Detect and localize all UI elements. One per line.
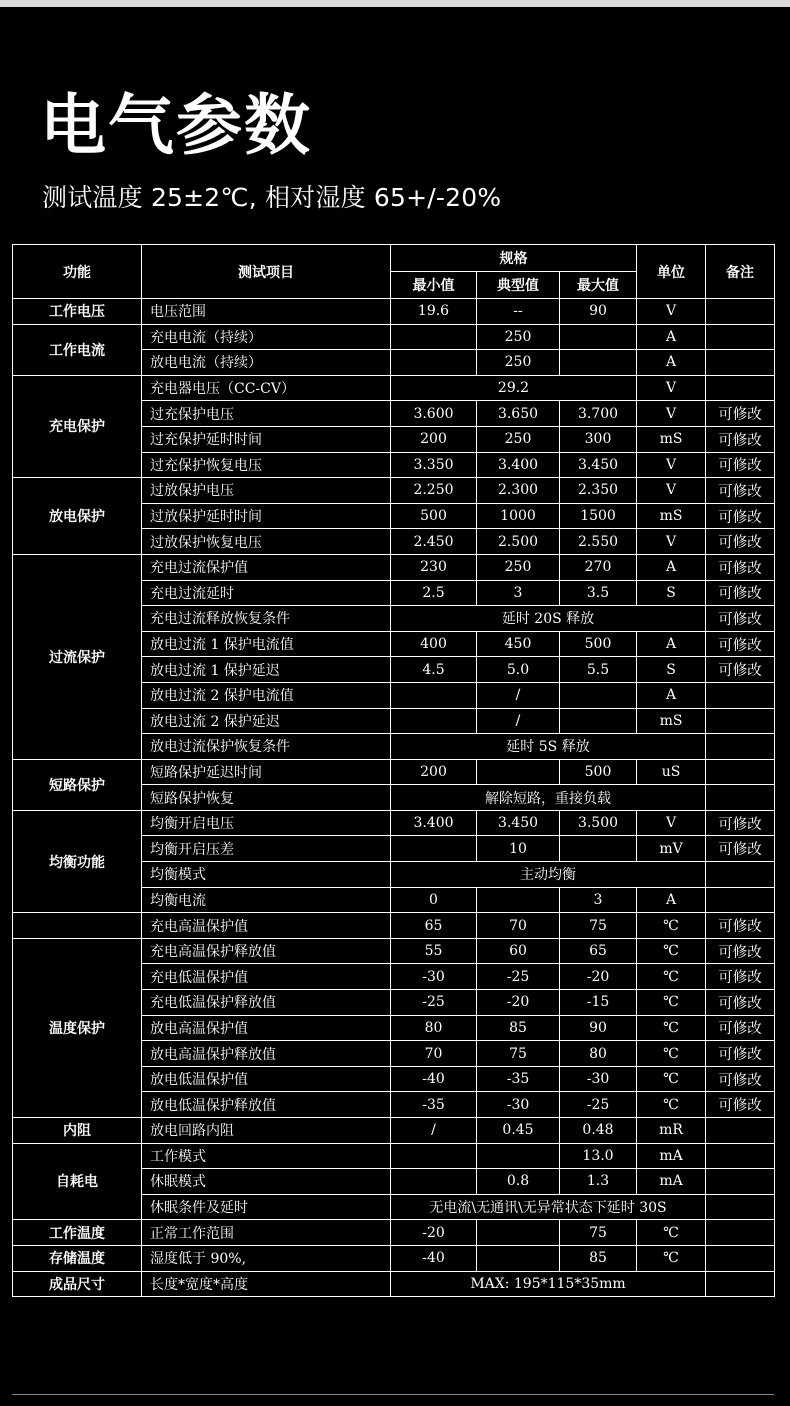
unit-cell: ℃ xyxy=(637,1220,706,1246)
min-cell xyxy=(391,708,477,734)
typ-cell: 75 xyxy=(477,1041,560,1067)
min-cell: 3.600 xyxy=(391,401,477,427)
max-cell: 3.700 xyxy=(560,401,637,427)
note-cell xyxy=(706,708,775,734)
unit-cell: mS xyxy=(637,426,706,452)
min-cell: -30 xyxy=(391,964,477,990)
note-cell xyxy=(706,1271,775,1297)
min-cell: -20 xyxy=(391,1220,477,1246)
merged-value-cell: 解除短路，重接负载 xyxy=(391,785,706,811)
typ-cell: -20 xyxy=(477,990,560,1016)
typ-cell: 250 xyxy=(477,426,560,452)
table-row xyxy=(13,810,775,836)
unit-cell: A xyxy=(637,631,706,657)
note-cell xyxy=(706,1220,775,1246)
max-cell: 2.350 xyxy=(560,478,637,504)
unit-cell: mS xyxy=(637,503,706,529)
table-row xyxy=(13,1245,775,1271)
unit-cell: mA xyxy=(637,1169,706,1195)
item-cell: 充电过流释放恢复条件 xyxy=(142,606,391,632)
max-cell xyxy=(560,708,637,734)
unit-cell: mR xyxy=(637,1118,706,1144)
header-note: 备注 xyxy=(706,245,775,299)
unit-cell: mV xyxy=(637,836,706,862)
typ-cell: -- xyxy=(477,299,560,325)
min-cell: 2.450 xyxy=(391,529,477,555)
min-cell: -25 xyxy=(391,990,477,1016)
typ-cell xyxy=(477,1220,560,1246)
note-cell xyxy=(706,1169,775,1195)
max-cell: 270 xyxy=(560,554,637,580)
note-cell xyxy=(706,350,775,376)
min-cell: 4.5 xyxy=(391,657,477,683)
note-cell xyxy=(706,375,775,401)
min-cell: 3.400 xyxy=(391,810,477,836)
header-spec: 规格 xyxy=(391,245,637,272)
table-row xyxy=(13,299,775,325)
typ-cell xyxy=(477,1143,560,1169)
typ-cell xyxy=(477,1245,560,1271)
item-cell: 放电高温保护释放值 xyxy=(142,1041,391,1067)
merged-value-cell: 29.2 xyxy=(391,375,637,401)
category-cell: 成品尺寸 xyxy=(13,1271,142,1297)
category-cell: 内阻 xyxy=(13,1118,142,1144)
min-cell: -40 xyxy=(391,1245,477,1271)
item-cell: 充电过流保护值 xyxy=(142,554,391,580)
min-cell: 400 xyxy=(391,631,477,657)
min-cell: 2.5 xyxy=(391,580,477,606)
item-cell: 工作模式 xyxy=(142,1143,391,1169)
table-row xyxy=(13,478,775,504)
min-cell: 70 xyxy=(391,1041,477,1067)
note-cell xyxy=(706,1194,775,1220)
typ-cell: 450 xyxy=(477,631,560,657)
typ-cell: 3.650 xyxy=(477,401,560,427)
max-cell xyxy=(560,350,637,376)
min-cell: 0 xyxy=(391,887,477,913)
note-cell: 可修改 xyxy=(706,426,775,452)
typ-cell: 250 xyxy=(477,350,560,376)
merged-value-cell: 主动均衡 xyxy=(391,862,706,888)
table-body xyxy=(13,299,775,1297)
min-cell: 19.6 xyxy=(391,299,477,325)
min-cell xyxy=(391,836,477,862)
typ-cell: 10 xyxy=(477,836,560,862)
max-cell: 75 xyxy=(560,1220,637,1246)
header-min: 最小值 xyxy=(391,272,477,299)
typ-cell: 2.300 xyxy=(477,478,560,504)
unit-cell: uS xyxy=(637,759,706,785)
max-cell: 1500 xyxy=(560,503,637,529)
min-cell: 3.350 xyxy=(391,452,477,478)
max-cell: 3 xyxy=(560,887,637,913)
max-cell: 300 xyxy=(560,426,637,452)
typ-cell: 0.45 xyxy=(477,1118,560,1144)
item-cell: 过充保护延时时间 xyxy=(142,426,391,452)
category-cell: 短路保护 xyxy=(13,759,142,810)
unit-cell: S xyxy=(637,657,706,683)
item-cell: 充电低温保护释放值 xyxy=(142,990,391,1016)
merged-value-cell: 延时 5S 释放 xyxy=(391,734,706,760)
note-cell: 可修改 xyxy=(706,606,775,632)
item-cell: 电压范围 xyxy=(142,299,391,325)
note-cell: 可修改 xyxy=(706,990,775,1016)
category-cell: 工作温度 xyxy=(13,1220,142,1246)
max-cell: -25 xyxy=(560,1092,637,1118)
min-cell: -35 xyxy=(391,1092,477,1118)
table-row xyxy=(13,324,775,350)
note-cell: 可修改 xyxy=(706,554,775,580)
max-cell: 65 xyxy=(560,938,637,964)
note-cell: 可修改 xyxy=(706,1066,775,1092)
max-cell: -20 xyxy=(560,964,637,990)
min-cell xyxy=(391,350,477,376)
item-cell: 充电高温保护值 xyxy=(142,913,391,939)
min-cell: 65 xyxy=(391,913,477,939)
item-cell: 长度*宽度*高度 xyxy=(142,1271,391,1297)
typ-cell: / xyxy=(477,682,560,708)
max-cell: 2.550 xyxy=(560,529,637,555)
item-cell: 充电器电压（CC-CV） xyxy=(142,375,391,401)
item-cell: 放电电流（持续） xyxy=(142,350,391,376)
unit-cell: ℃ xyxy=(637,1015,706,1041)
unit-cell: ℃ xyxy=(637,913,706,939)
min-cell: 2.250 xyxy=(391,478,477,504)
max-cell xyxy=(560,324,637,350)
table-row xyxy=(13,1220,775,1246)
unit-cell: mA xyxy=(637,1143,706,1169)
max-cell xyxy=(560,836,637,862)
table-row xyxy=(13,938,775,964)
table-row xyxy=(13,375,775,401)
header-function: 功能 xyxy=(13,245,142,299)
table-row xyxy=(13,1118,775,1144)
header-typ: 典型值 xyxy=(477,272,560,299)
typ-cell: / xyxy=(477,708,560,734)
unit-cell: S xyxy=(637,580,706,606)
min-cell xyxy=(391,1143,477,1169)
note-cell xyxy=(706,1143,775,1169)
note-cell: 可修改 xyxy=(706,1041,775,1067)
note-cell xyxy=(706,887,775,913)
unit-cell: V xyxy=(637,810,706,836)
min-cell: -40 xyxy=(391,1066,477,1092)
typ-cell: 70 xyxy=(477,913,560,939)
max-cell: 3.500 xyxy=(560,810,637,836)
item-cell: 均衡电流 xyxy=(142,887,391,913)
unit-cell: ℃ xyxy=(637,1041,706,1067)
min-cell: 500 xyxy=(391,503,477,529)
typ-cell: 250 xyxy=(477,554,560,580)
note-cell: 可修改 xyxy=(706,452,775,478)
min-cell: 200 xyxy=(391,759,477,785)
category-cell: 均衡功能 xyxy=(13,810,142,912)
item-cell: 休眠模式 xyxy=(142,1169,391,1195)
note-cell: 可修改 xyxy=(706,1092,775,1118)
max-cell: 13.0 xyxy=(560,1143,637,1169)
max-cell: 3.5 xyxy=(560,580,637,606)
item-cell: 均衡开启压差 xyxy=(142,836,391,862)
unit-cell: V xyxy=(637,452,706,478)
item-cell: 休眠条件及延时 xyxy=(142,1194,391,1220)
note-cell: 可修改 xyxy=(706,1015,775,1041)
item-cell: 过放保护电压 xyxy=(142,478,391,504)
item-cell: 湿度低于 90%, xyxy=(142,1245,391,1271)
category-cell xyxy=(13,913,142,939)
note-cell: 可修改 xyxy=(706,478,775,504)
max-cell: 500 xyxy=(560,759,637,785)
item-cell: 过充保护恢复电压 xyxy=(142,452,391,478)
unit-cell: ℃ xyxy=(637,938,706,964)
typ-cell: -25 xyxy=(477,964,560,990)
item-cell: 放电低温保护释放值 xyxy=(142,1092,391,1118)
note-cell xyxy=(706,299,775,325)
item-cell: 短路保护恢复 xyxy=(142,785,391,811)
category-cell: 存储温度 xyxy=(13,1245,142,1271)
note-cell xyxy=(706,1118,775,1144)
unit-cell: ℃ xyxy=(637,1245,706,1271)
note-cell: 可修改 xyxy=(706,529,775,555)
typ-cell: -30 xyxy=(477,1092,560,1118)
typ-cell: 0.8 xyxy=(477,1169,560,1195)
item-cell: 正常工作范围 xyxy=(142,1220,391,1246)
min-cell xyxy=(391,1169,477,1195)
unit-cell: V xyxy=(637,529,706,555)
item-cell: 放电过流 2 保护电流值 xyxy=(142,682,391,708)
item-cell: 放电回路内阻 xyxy=(142,1118,391,1144)
max-cell: 90 xyxy=(560,1015,637,1041)
note-cell xyxy=(706,734,775,760)
unit-cell: ℃ xyxy=(637,1066,706,1092)
note-cell xyxy=(706,785,775,811)
note-cell: 可修改 xyxy=(706,810,775,836)
note-cell xyxy=(706,682,775,708)
note-cell: 可修改 xyxy=(706,938,775,964)
typ-cell: -35 xyxy=(477,1066,560,1092)
top-bar xyxy=(0,0,790,7)
min-cell: 80 xyxy=(391,1015,477,1041)
item-cell: 放电过流 2 保护延迟 xyxy=(142,708,391,734)
table-row xyxy=(13,759,775,785)
max-cell: 1.3 xyxy=(560,1169,637,1195)
max-cell: 80 xyxy=(560,1041,637,1067)
unit-cell: mS xyxy=(637,708,706,734)
typ-cell: 5.0 xyxy=(477,657,560,683)
max-cell: -15 xyxy=(560,990,637,1016)
header-max: 最大值 xyxy=(560,272,637,299)
note-cell: 可修改 xyxy=(706,657,775,683)
item-cell: 充电电流（持续） xyxy=(142,324,391,350)
max-cell: 90 xyxy=(560,299,637,325)
header-row-1 xyxy=(13,245,775,272)
merged-value-cell: MAX: 195*115*35mm xyxy=(391,1271,706,1297)
min-cell: 55 xyxy=(391,938,477,964)
item-cell: 过放保护恢复电压 xyxy=(142,529,391,555)
item-cell: 充电过流延时 xyxy=(142,580,391,606)
unit-cell: A xyxy=(637,554,706,580)
typ-cell: 1000 xyxy=(477,503,560,529)
item-cell: 充电高温保护释放值 xyxy=(142,938,391,964)
category-cell: 放电保护 xyxy=(13,478,142,555)
max-cell: 3.450 xyxy=(560,452,637,478)
note-cell xyxy=(706,862,775,888)
note-cell xyxy=(706,759,775,785)
typ-cell: 250 xyxy=(477,324,560,350)
note-cell xyxy=(706,1245,775,1271)
merged-value-cell: 无电流\无通讯\无异常状态下延时 30S xyxy=(391,1194,706,1220)
note-cell: 可修改 xyxy=(706,964,775,990)
table-row xyxy=(13,554,775,580)
table-row xyxy=(13,1143,775,1169)
item-cell: 放电过流 1 保护延迟 xyxy=(142,657,391,683)
min-cell: 200 xyxy=(391,426,477,452)
item-cell: 均衡开启电压 xyxy=(142,810,391,836)
min-cell xyxy=(391,682,477,708)
unit-cell: ℃ xyxy=(637,1092,706,1118)
max-cell: 500 xyxy=(560,631,637,657)
unit-cell: V xyxy=(637,401,706,427)
unit-cell: V xyxy=(637,375,706,401)
typ-cell: 60 xyxy=(477,938,560,964)
category-cell: 温度保护 xyxy=(13,938,142,1117)
item-cell: 放电低温保护值 xyxy=(142,1066,391,1092)
unit-cell: V xyxy=(637,299,706,325)
category-cell: 工作电流 xyxy=(13,324,142,375)
table-row xyxy=(13,913,775,939)
max-cell: -30 xyxy=(560,1066,637,1092)
note-cell xyxy=(706,324,775,350)
min-cell: 230 xyxy=(391,554,477,580)
unit-cell: V xyxy=(637,478,706,504)
unit-cell: ℃ xyxy=(637,964,706,990)
category-cell: 工作电压 xyxy=(13,299,142,325)
min-cell xyxy=(391,324,477,350)
typ-cell xyxy=(477,887,560,913)
category-cell: 自耗电 xyxy=(13,1143,142,1220)
max-cell: 5.5 xyxy=(560,657,637,683)
note-cell: 可修改 xyxy=(706,913,775,939)
max-cell xyxy=(560,682,637,708)
unit-cell: A xyxy=(637,682,706,708)
typ-cell xyxy=(477,759,560,785)
max-cell: 85 xyxy=(560,1245,637,1271)
header-item: 测试项目 xyxy=(142,245,391,299)
note-cell: 可修改 xyxy=(706,401,775,427)
min-cell: / xyxy=(391,1118,477,1144)
header-unit: 单位 xyxy=(637,245,706,299)
item-cell: 充电低温保护值 xyxy=(142,964,391,990)
typ-cell: 2.500 xyxy=(477,529,560,555)
item-cell: 均衡模式 xyxy=(142,862,391,888)
item-cell: 过放保护延时时间 xyxy=(142,503,391,529)
max-cell: 0.48 xyxy=(560,1118,637,1144)
page-title: 电气参数 xyxy=(40,86,312,164)
note-cell: 可修改 xyxy=(706,836,775,862)
unit-cell: A xyxy=(637,887,706,913)
item-cell: 放电高温保护值 xyxy=(142,1015,391,1041)
typ-cell: 3.450 xyxy=(477,810,560,836)
max-cell: 75 xyxy=(560,913,637,939)
table-row xyxy=(13,1271,775,1297)
typ-cell: 3 xyxy=(477,580,560,606)
typ-cell: 85 xyxy=(477,1015,560,1041)
item-cell: 放电过流 1 保护电流值 xyxy=(142,631,391,657)
note-cell: 可修改 xyxy=(706,631,775,657)
item-cell: 过充保护电压 xyxy=(142,401,391,427)
item-cell: 放电过流保护恢复条件 xyxy=(142,734,391,760)
test-conditions: 测试温度 25±2℃, 相对湿度 65+/-20% xyxy=(42,183,502,212)
unit-cell: A xyxy=(637,350,706,376)
item-cell: 短路保护延迟时间 xyxy=(142,759,391,785)
merged-value-cell: 延时 20S 释放 xyxy=(391,606,706,632)
unit-cell: ℃ xyxy=(637,990,706,1016)
unit-cell: A xyxy=(637,324,706,350)
category-cell: 过流保护 xyxy=(13,554,142,759)
typ-cell: 3.400 xyxy=(477,452,560,478)
electrical-parameters-table xyxy=(12,244,775,1297)
note-cell: 可修改 xyxy=(706,503,775,529)
note-cell: 可修改 xyxy=(706,580,775,606)
category-cell: 充电保护 xyxy=(13,375,142,477)
bottom-divider xyxy=(12,1394,774,1395)
